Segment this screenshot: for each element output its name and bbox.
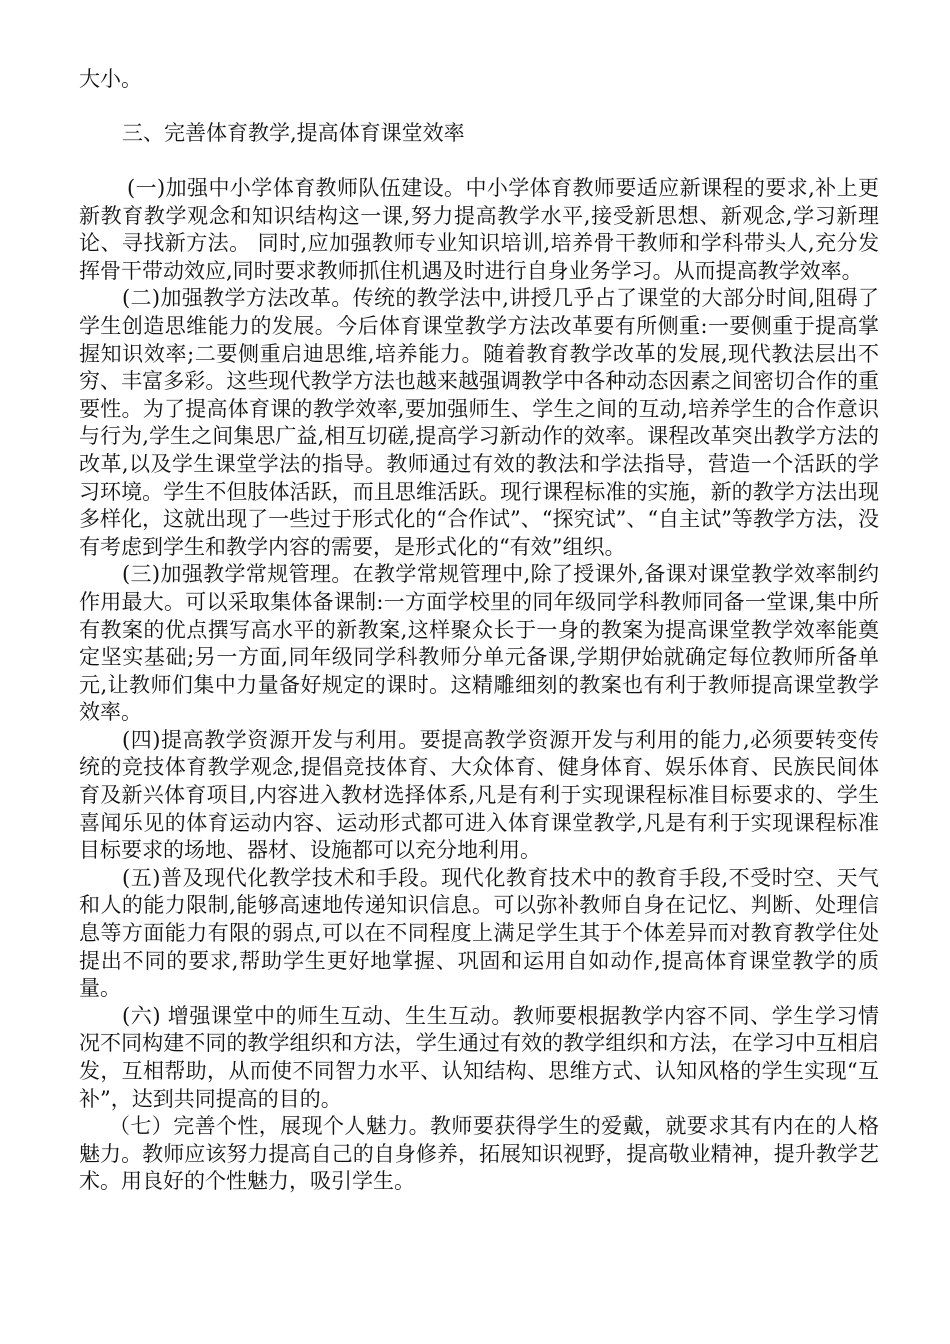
paragraph-5: (五)普及现代化教学技术和手段。现代化教育技术中的教育手段,不受时空、天气和人的能力限制,能够高速地传递知识信息。可以弥补教师自身在记忆、判断、处理信息等方面能力有限的弱点,可以在不同程度上满足学生其于个体差异而对教育教学住处提出不同的要求,帮助学生更好地掌握、巩固和运用自如动作,提高体育课堂教学的质量。 (79, 865, 879, 1001)
paragraph-1: (一)加强中小学体育教师队伍建设。中小学体育教师要适应新课程的要求,补上更新教育教学观念和知识结构这一课,努力提高教学水平,接受新思想、新观念,学习新理论、寻找新方法。 同时,应加强教师专业知识培训,培养骨干教师和学科带头人,充分发挥骨干带动效应,同时要求教师抓住机遇及时进行自身业务学习。从而提高教学效率。 (79, 176, 879, 283)
carryover-text: 大小。 (79, 67, 142, 91)
section-heading: 三、完善体育教学,提高体育课堂效率 (122, 121, 465, 145)
paragraph-4: (四)提高教学资源开发与利用。要提高教学资源开发与利用的能力,必须要转变传统的竞技体育教学观念,提倡竞技体育、大众体育、健身体育、娱乐体育、民族民间体育及新兴体育项目,内容进入教材选择体系,凡是有利于实现课程标准目标要求的、学生喜闻乐见的体育运动内容、运动形式都可进入体育课堂教学,凡是有利于实现课程标准目标要求的场地、器材、设施都可以充分地利用。 (79, 727, 880, 863)
paragraph-3: (三)加强教学常规管理。在教学常规管理中,除了授课外,备课对课堂教学效率制约作用最大。可以采取集体备课制:一方面学校里的同年级同学科教师同备一堂课,集中所有教案的优点撰写高水平的新教案,这样聚众长于一身的教案为提高课堂教学效率能奠定坚实基础;另一方面,同年级同学科教师分单元备课,学期伊始就确定每位教师所备单元,让教师们集中力量备好规定的课时。这精雕细刻的教案也有利于教师提高课堂教学效率。 (79, 562, 880, 725)
document-page (79, 66, 879, 1196)
paragraph-7: （七）完善个性，展现个人魅力。教师要获得学生的爱戴，就要求其有内在的人格魅力。教师应该努力提高自己的自身修养，拓展知识视野，提高敬业精神，提升教学艺术。用良好的个性魅力，吸引学生。 (79, 1114, 879, 1194)
paragraph-6: (六) 增强课堂中的师生互动、生生互动。教师要根据教学内容不同、学生学习情况不同构建不同的教学组织和方法，学生通过有效的教学组织和方法，在学习中互相启发，互相帮助，从而使不同智力水平、认知结构、思维方式、认知风格的学生实现“互补”，达到共同提高的目的。 (79, 1003, 879, 1111)
paragraph-2: (二)加强教学方法改革。传统的教学法中,讲授几乎占了课堂的大部分时间,阻碍了学生创造思维能力的发展。今后体育课堂教学方法改革要有所侧重:一要侧重于提高掌握知识效率;二要侧重启迪思维,培养能力。随着教育教学改革的发展,现代教法层出不穷、丰富多彩。这些现代教学方法也越来越强调教学中各种动态因素之间密切合作的重要性。为了提高体育课的教学效率,要加强师生、学生之间的互动,培养学生的合作意识与行为,学生之间集思广益,相互切磋,提高学习新动作的效率。课程改革突出教学方法的改革,以及学生课堂学法的指导。教师通过有效的教法和学法指导，营造一个活跃的学习环境。学生不但肢体活跃，而且思维活跃。现行课程标准的实施，新的教学方法出现多样化，这就出现了一些过于形式化的“合作试”、“探究试”、“自主试”等教学方法，没有考虑到学生和教学内容的需要，是形式化的“有效”组织。 (79, 286, 879, 559)
